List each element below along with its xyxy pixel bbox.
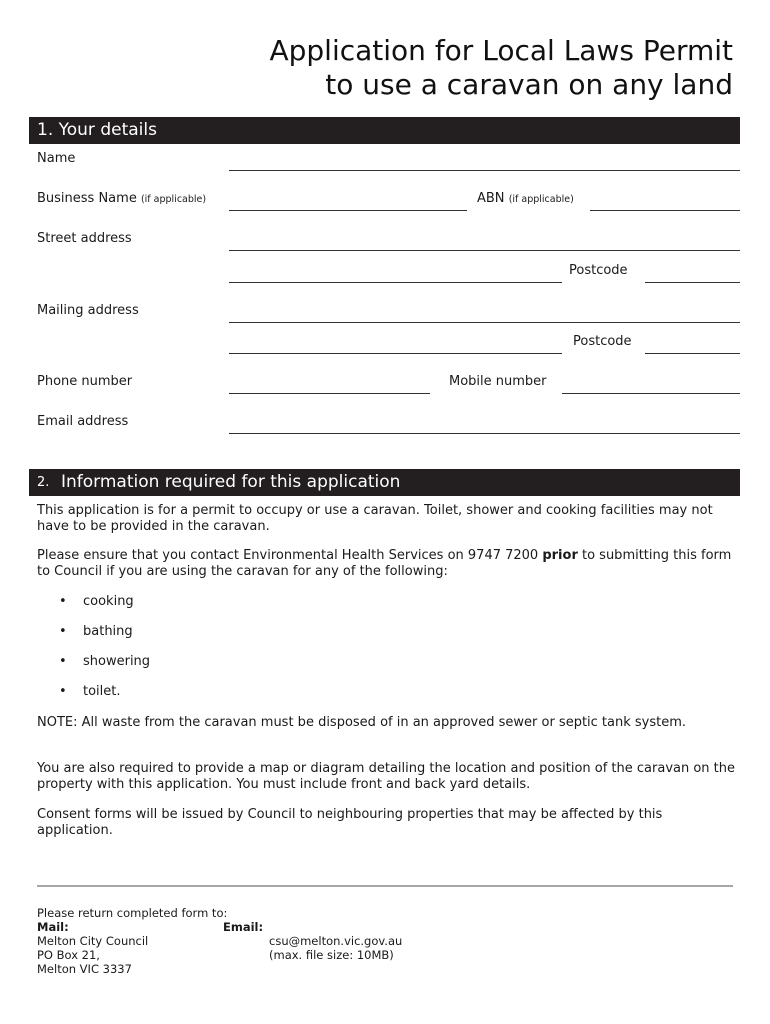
mailing-address-field[interactable] xyxy=(229,322,740,323)
name-field[interactable] xyxy=(229,170,740,171)
email-field[interactable] xyxy=(229,433,740,434)
abn-note: (if applicable) xyxy=(508,194,574,205)
email-contact-label: Email: xyxy=(223,920,264,934)
bullet-icon: • xyxy=(59,594,67,609)
mail-label: Mail: xyxy=(37,920,69,934)
bullet-icon: • xyxy=(59,624,67,639)
abn-field[interactable] xyxy=(590,210,740,211)
mail-line-1: Melton City Council xyxy=(37,934,149,948)
business-name-note: (if applicable) xyxy=(140,194,207,205)
form-title-line-1: Application for Local Laws Permit xyxy=(269,34,733,67)
postcode-field[interactable] xyxy=(645,282,740,283)
list-item: • showering xyxy=(59,654,151,669)
mail-line-2: PO Box 21, xyxy=(37,948,100,962)
section-2-header xyxy=(29,469,740,496)
email-size-note: (max. file size: 10MB) xyxy=(269,948,394,962)
return-instructions: Please return completed form to: xyxy=(37,906,228,920)
list-item: • toilet. xyxy=(59,684,121,699)
bullet-icon: • xyxy=(59,684,67,699)
form-title-line-2: to use a caravan on any land xyxy=(325,68,733,101)
business-name-label: Business Name (if applicable) xyxy=(37,191,207,206)
street-address-label: Street address xyxy=(37,231,132,246)
street-address-field[interactable] xyxy=(229,250,740,251)
section-1-heading: 1. Your details xyxy=(37,120,157,140)
business-name-field[interactable] xyxy=(229,210,467,211)
mailing-address-label: Mailing address xyxy=(37,303,139,318)
list-item: • bathing xyxy=(59,624,133,639)
map-paragraph: You are also required to provide a map or diagram detailing the location and position of the caravan on the property with this application. You must include front and back yard details. xyxy=(37,761,736,792)
mailing-address-field-2[interactable] xyxy=(229,353,562,354)
footer-divider xyxy=(37,885,733,887)
section-1-header xyxy=(29,117,740,144)
street-address-field-2[interactable] xyxy=(229,282,562,283)
consent-paragraph: Consent forms will be issued by Council to neighbouring properties that may be affected by this application. xyxy=(37,807,663,838)
mobile-label: Mobile number xyxy=(449,374,547,389)
email-label: Email address xyxy=(37,414,129,429)
mail-line-3: Melton VIC 3337 xyxy=(37,962,132,976)
intro-paragraph: This application is for a permit to occupy or use a caravan. Toilet, shower and cooking facilities may not have to be provided in the caravan. xyxy=(37,503,713,534)
name-label: Name xyxy=(37,151,76,166)
email-address-link[interactable]: csu@melton.vic.gov.au xyxy=(269,934,403,948)
mailing-postcode-label: Postcode xyxy=(573,334,632,349)
section-2-number: 2. xyxy=(37,475,50,490)
bullet-icon: • xyxy=(59,654,67,669)
phone-label: Phone number xyxy=(37,374,133,389)
form-title xyxy=(269,34,733,102)
phone-field[interactable] xyxy=(229,393,430,394)
mailing-postcode-field[interactable] xyxy=(645,353,740,354)
note-paragraph: NOTE: All waste from the caravan must be disposed of in an approved sewer or septic tank system. xyxy=(37,715,687,730)
contact-paragraph: Please ensure that you contact Environmental Health Services on 9747 7200 prior to submitting this form to Council if you are using the caravan for any of the following: xyxy=(37,548,732,579)
section-2-heading: Information required for this application xyxy=(61,472,401,492)
prior-emphasis: prior xyxy=(542,548,578,563)
list-item: • cooking xyxy=(59,594,134,609)
mobile-field[interactable] xyxy=(562,393,740,394)
postcode-label: Postcode xyxy=(569,263,628,278)
abn-label: ABN (if applicable) xyxy=(477,191,574,206)
